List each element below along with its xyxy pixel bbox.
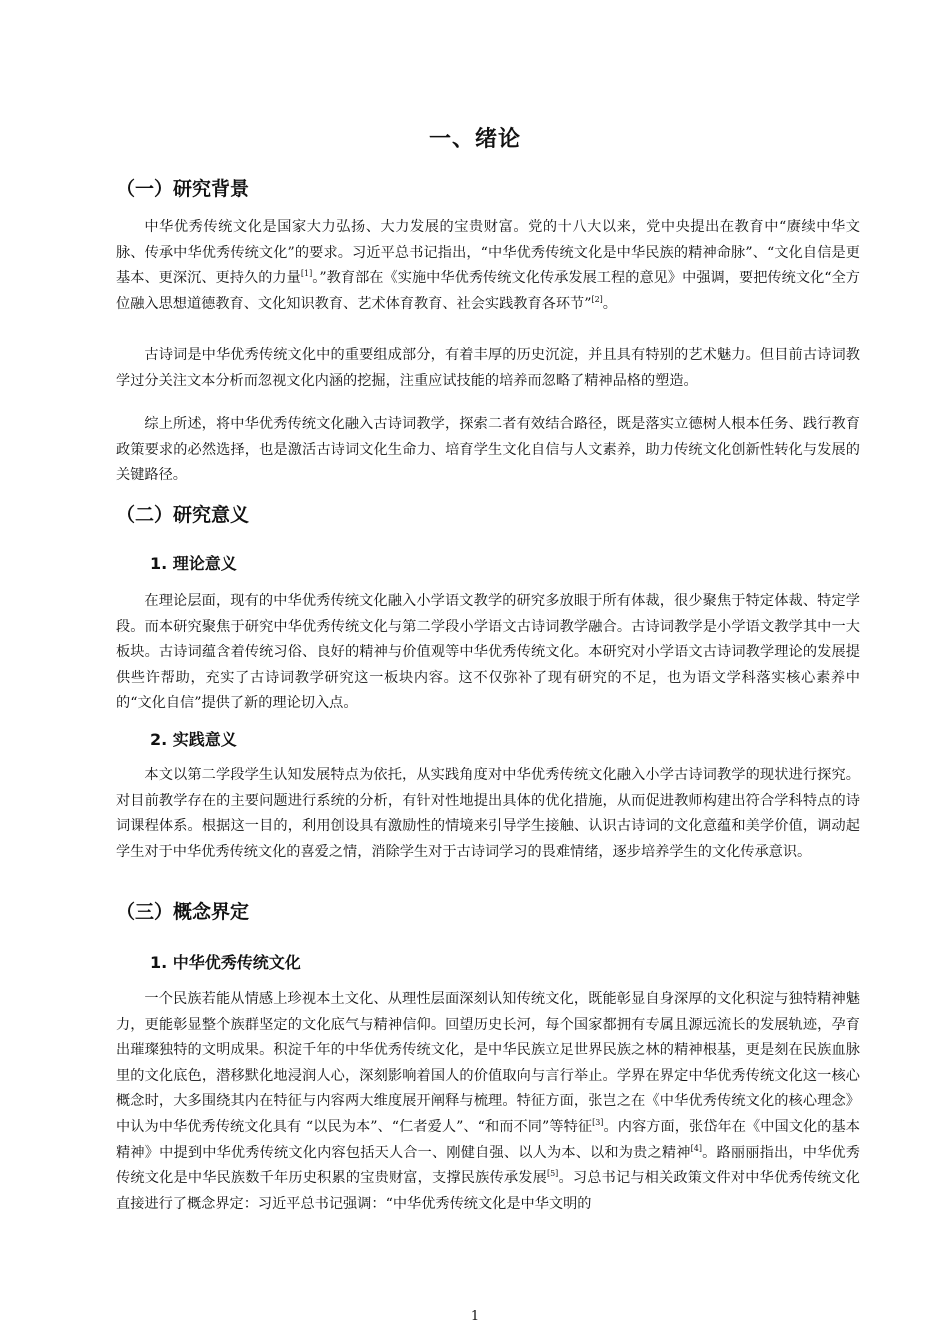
practice-paragraph: 本文以第二学段学生认知发展特点为依托，从实践角度对中华优秀传统文化融入小学古诗词教学的现状进行探究。对目前教学存在的主要问题进行系统的分析，有针对性地提出具体的优化措施，从而促进教师构建出符合学科特点的诗词课程体系。根据这一目的，利用创设具有激励性的情境来引导学生接触、认识古诗词的文化意蕴和美学价值，调动起学生对于中华优秀传统文化的喜爱之情，消除学生对于古诗词学习的畏难情绪，逐步培养学生的文化传承意识。 [116, 767, 860, 860]
text-segment: 。路丽丽指出，中华优秀传统文化是中华民族数千年历史积累的宝贵财富，支撑民族传承发展 [116, 1144, 860, 1187]
background-paragraph-2: 古诗词是中华优秀传统文化中的重要组成部分，有着丰厚的历史沉淀，并且具有特别的艺术魅力。但目前古诗词教学过分关注文本分析而忽视文化内涵的挖掘，注重应试技能的培养而忽略了精神品格的塑造。 [116, 347, 860, 389]
background-paragraph-1 [116, 215, 860, 317]
background-paragraph-3: 综上所述，将中华优秀传统文化融入古诗词教学，探索二者有效结合路径，既是落实立德树人根本任务、践行教育政策要求的必然选择，也是激活古诗词文化生命力、培育学生文化自信与人文素养，助力传统文化创新性转化与发展的关键路径。 [116, 416, 860, 484]
text-segment: 。 [602, 295, 617, 312]
citation-2: [2] [591, 294, 603, 304]
section-heading-concepts: （三）概念界定 [116, 901, 250, 923]
section-heading-significance: （二）研究意义 [116, 504, 250, 526]
traditional-culture-paragraph [116, 987, 860, 1217]
citation-4: [4] [690, 1143, 702, 1153]
text-segment: 中华优秀传统文化是国家大力弘扬、大力发展的宝贵财富。党的十八大以来，党中央提出在教育中“赓续中华文脉、传承中华优秀传统文化”的要求。习近平总书记指出，“中华优秀传统文化是中华民族的精神命脉”、“文化自信是更基本、更深沉、更持久的力量 [116, 219, 860, 287]
chapter-title: 一、绪论 [428, 127, 521, 152]
page-number: 1 [470, 1309, 480, 1324]
citation-3: [3] [592, 1117, 604, 1127]
section-heading-background: （一）研究背景 [116, 178, 250, 200]
citation-5: [5] [546, 1169, 559, 1179]
subheading-traditional-culture: 1. 中华优秀传统文化 [150, 953, 301, 972]
citation-1: [1] [300, 269, 313, 279]
text-segment: 。习总书记与相关政策文件对中华优秀传统文化直接进行了概念界定：习近平总书记强调：“中华优秀传统文化是中华文明的 [116, 1170, 860, 1212]
subheading-theory: 1. 理论意义 [150, 554, 237, 573]
text-segment: 。”教育部在《实施中华优秀传统文化传承发展工程的意见》中强调，要把传统文化“全方位融入思想道德教育、文化知识教育、艺术体育教育、社会实践教育各环节” [116, 270, 860, 312]
text-segment: 一个民族若能从情感上珍视本土文化、从理性层面深刻认知传统文化，既能彰显自身深厚的文化积淀与独特精神魅力，更能彰显整个族群坚定的文化底气与精神信仰。回望历史长河，每个国家都拥有专属且源远流长的发展轨迹，孕育出璀璨独特的文明成果。积淀千年的中华优秀传统文化，是中华民族立足世界民族之林的精神根基，更是刻在民族血脉里的文化底色，潜移默化地浸润人心，深刻影响着国人的价值取向与言行举止。学界在界定中华优秀传统文化这一核心概念时，大多围绕其内在特征与内容两大维度展开阐释与梳理。特征方面，张岂之在《中华优秀传统文化的核心理念》中认为中华优秀传统文化具有 “以民为本”、“仁者爱人”、“和而不同”等特征 [116, 991, 860, 1135]
subheading-practice: 2. 实践意义 [150, 730, 237, 749]
text-segment: 。内容方面，张岱年在《中国文化的基本精神》中提到中华优秀传统文化内容包括天人合一、刚健自强、以人为本、以和为贵之精神 [116, 1118, 860, 1161]
theory-paragraph: 在理论层面，现有的中华优秀传统文化融入小学语文教学的研究多放眼于所有体裁，很少聚焦于特定体裁、特定学段。而本研究聚焦于研究中华优秀传统文化与第二学段小学语文古诗词教学融合。古诗词教学是小学语文教学其中一大板块。古诗词蕴含着传统习俗、良好的精神与价值观等中华优秀传统文化。本研究对小学语文古诗词教学理论的发展提供些许帮助，充实了古诗词教学研究这一板块内容。这不仅弥补了现有研究的不足，也为语文学科落实核心素养中的“文化自信”提供了新的理论切入点。 [116, 593, 860, 712]
